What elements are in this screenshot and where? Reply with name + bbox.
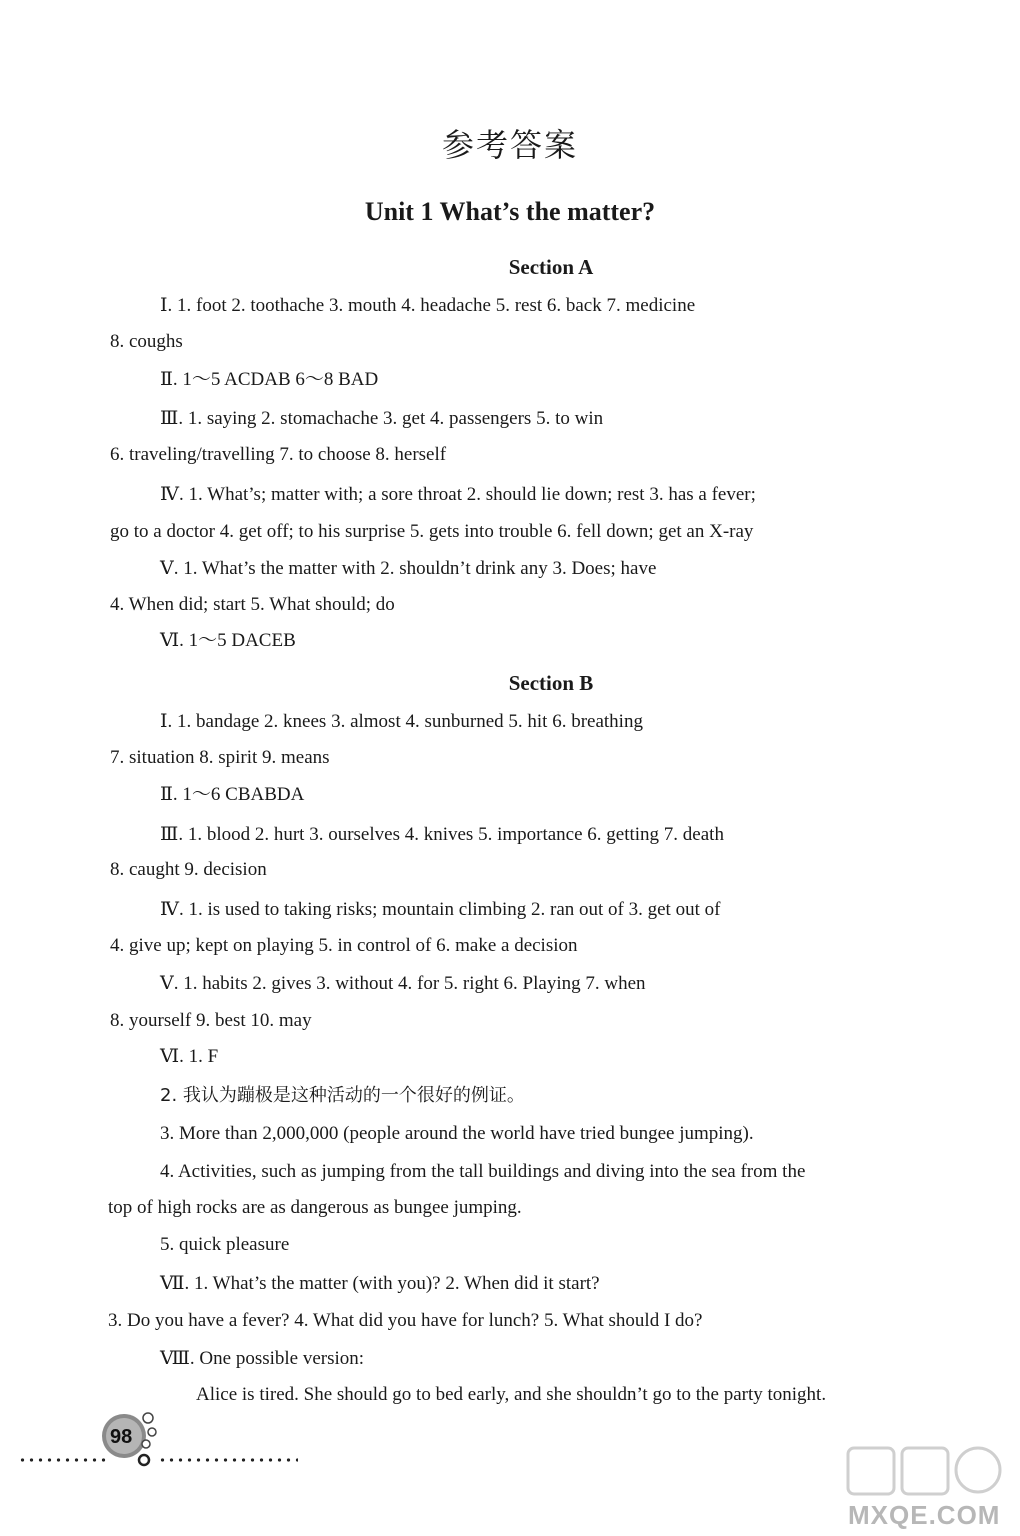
footer-dotted-rule	[18, 1458, 108, 1462]
section-b-line: 3. More than 2,000,000 (people around the world have tried bungee jumping).	[160, 1123, 754, 1144]
watermark-text: MXQE.COM	[848, 1500, 1001, 1530]
section-b-line: Ⅲ. 1. blood 2. hurt 3. ourselves 4. knives 5. importance 6. getting 7. death	[160, 824, 724, 845]
section-a-heading: Section A	[508, 255, 594, 279]
section-b-line: Ⅰ. 1. bandage 2. knees 3. almost 4. sunburned 5. hit 6. breathing	[160, 711, 643, 732]
section-b-line: Ⅴ. 1. habits 2. gives 3. without 4. for 5. right 6. Playing 7. when	[160, 973, 646, 994]
section-a-line: Ⅳ. 1. What’s; matter with; a sore throat 2. should lie down; rest 3. has a fever;	[160, 484, 756, 505]
section-b-line: Ⅵ. 1. F	[160, 1046, 219, 1067]
section-b-line: 8. caught 9. decision	[110, 859, 267, 880]
page-number: 98	[110, 1426, 133, 1448]
unit-title: Unit 1 What’s the matter?	[364, 197, 656, 226]
page-title: 参考答案	[441, 126, 578, 164]
section-b-line: Ⅶ. 1. What’s the matter (with you)? 2. When did it start?	[160, 1273, 600, 1294]
section-b-line: Ⅷ. One possible version:	[160, 1348, 365, 1369]
section-b-line: 4. give up; kept on playing 5. in control of 6. make a decision	[110, 935, 578, 956]
section-a-line: Ⅰ. 1. foot 2. toothache 3. mouth 4. headache 5. rest 6. back 7. medicine	[160, 295, 696, 316]
section-b-line: 3. Do you have a fever? 4. What did you have for lunch? 5. What should I do?	[108, 1310, 703, 1331]
section-b-line: 4. Activities, such as jumping from the tall buildings and diving into the sea from the	[160, 1161, 806, 1182]
section-b-line: 7. situation 8. spirit 9. means	[110, 747, 330, 768]
section-a-line: 6. traveling/travelling 7. to choose 8. herself	[110, 444, 447, 465]
section-a-line: Ⅲ. 1. saying 2. stomachache 3. get 4. passengers 5. to win	[160, 408, 604, 429]
section-b-line: 2. 我认为蹦极是这种活动的一个很好的例证。	[160, 1085, 525, 1106]
section-a-line: Ⅴ. 1. What’s the matter with 2. shouldn’t drink any 3. Does; have	[160, 558, 657, 579]
section-a-line: 4. When did; start 5. What should; do	[110, 594, 395, 615]
section-b-line: top of high rocks are as dangerous as bungee jumping.	[108, 1197, 522, 1218]
section-a-line: 8. coughs	[110, 331, 183, 352]
section-b-line: 8. yourself 9. best 10. may	[110, 1010, 312, 1031]
section-b-line: Ⅱ. 1～6 CBABDA	[160, 784, 305, 805]
section-a-line: go to a doctor 4. get off; to his surprise 5. gets into trouble 6. fell down; get an X-ray	[110, 521, 754, 542]
section-a-line: Ⅱ. 1～5 ACDAB 6～8 BAD	[160, 369, 379, 390]
section-a-line: Ⅵ. 1～5 DACEB	[160, 630, 296, 651]
section-b-line: Alice is tired. She should go to bed early, and she shouldn’t go to the party tonight.	[196, 1384, 827, 1405]
section-b-line: 5. quick pleasure	[160, 1234, 290, 1255]
section-b-heading: Section B	[508, 671, 594, 695]
section-b-line: Ⅳ. 1. is used to taking risks; mountain climbing 2. ran out of 3. get out of	[160, 899, 721, 920]
footer-dotted-rule	[158, 1458, 298, 1462]
